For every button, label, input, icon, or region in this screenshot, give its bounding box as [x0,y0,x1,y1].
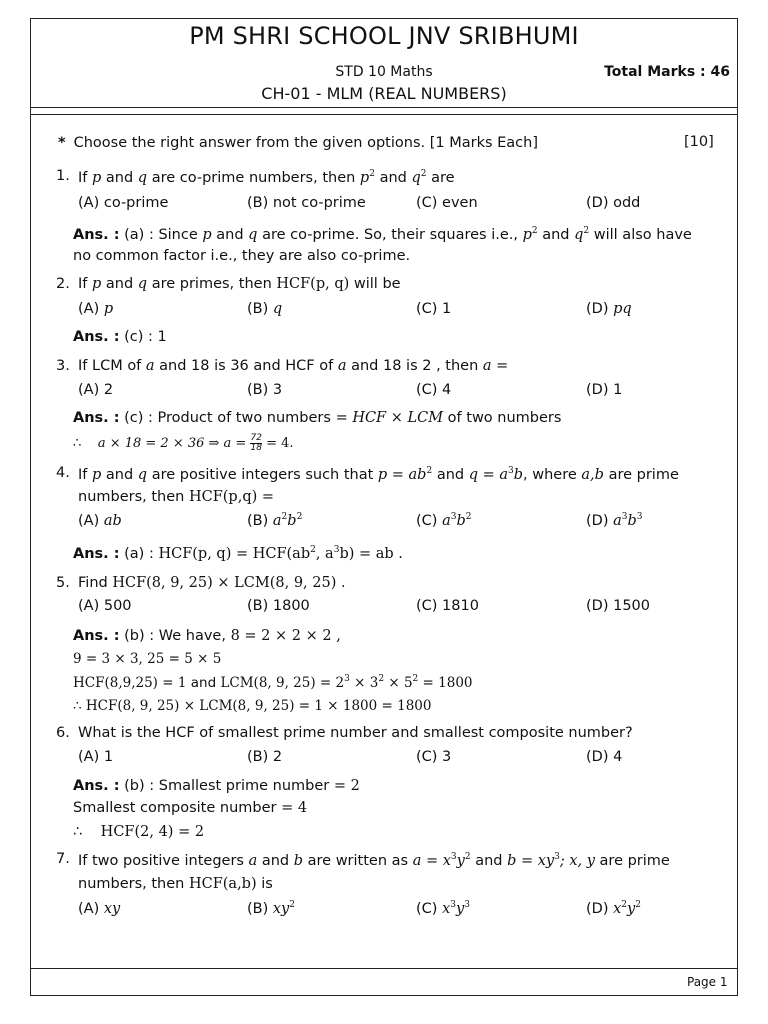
option-b: (B) 3 [247,382,283,398]
option-b: (B) 2 [247,749,283,765]
std-label: STD 10 Maths [335,64,433,80]
option-d: (D) 1500 [586,598,650,614]
option-a: (A) 2 [78,382,114,398]
option-a: (A) ab [78,513,122,529]
chapter-title: CH-01 - MLM (REAL NUMBERS) [261,84,507,103]
option-c: (C) 1810 [416,598,479,614]
answer-5-line-4: ∴ HCF(8, 9, 25) × LCM(8, 9, 25) = 1 × 1800 = 1800 [73,698,432,714]
option-d: (D) 4 [586,749,623,765]
question-7-line-1: If two positive integers a and b are written as $a = x^3y^2$ and $b = xy^3$; x, y are prime [78,852,670,869]
option-d: (D) odd [586,195,641,211]
header-divider-top [30,114,738,115]
answer-1-line-1: Ans. : (a) : Since p and q are co-prime. So, their squares i.e., $p^2$ and $q^2$ will also have [73,226,692,243]
question-number: 7. [56,851,70,867]
option-d: (D) $x^2y^2$ [586,900,641,917]
option-d: (D) $a^3b^3$ [586,512,643,529]
question-number: 5. [56,575,70,591]
option-a: (A) 1 [78,749,114,765]
page-border [30,18,738,996]
page-number: Page 1 [687,975,728,989]
answer-6-line-1: Ans. : (b) : Smallest prime number = 2 [73,778,360,794]
option-d: (D) 1 [586,382,623,398]
question-4-line-1: If p and q are positive integers such that $p = ab^2$ and $q = a^3b$, where a,b are prime [78,466,679,483]
question-number: 1. [56,168,70,184]
answer-4: Ans. : (a) : HCF(p, $q) = HCF(ab^2$, $a^3b$) = ab . [73,545,403,562]
question-2-text: If p and q are primes, then HCF(p, q) will be [78,276,401,292]
option-c: (C) $x^3y^3$ [416,900,470,917]
instruction-star: * [58,135,66,151]
question-number: 6. [56,725,70,741]
fraction: $\frac{72}{18}$ [250,433,262,453]
option-d: (D) pq [586,301,632,317]
option-c: (C) even [416,195,478,211]
question-6-text: What is the HCF of smallest prime number and smallest composite number? [78,725,633,741]
option-b: (B) $a^2b^2$ [247,512,303,529]
header-divider-bottom [30,107,738,108]
section-instruction [58,135,538,151]
question-1-text: If p and q are co-prime numbers, then $p^2$ and $q^2$ are [78,169,455,186]
option-a: (A) 500 [78,598,132,614]
option-b: (B) 1800 [247,598,310,614]
answer-5-line-2: 9 = 3 × 3, 25 = 5 × 5 [73,651,222,667]
option-c: (C) 4 [416,382,452,398]
answer-6-line-3: ∴ HCF(2, 4) = 2 [73,824,205,840]
instruction-text: Choose the right answer from the given options. [1 Marks Each] [73,135,538,151]
option-c: (C) 3 [416,749,452,765]
option-a: (A) xy [78,901,121,917]
question-3-text: If LCM of a and 18 is 36 and HCF of a and 18 is 2 , then a = [78,358,509,374]
school-title: PM SHRI SCHOOL JNV SRIBHUMI [189,22,579,50]
question-number: 2. [56,276,70,292]
question-number: 4. [56,465,70,481]
answer-1-line-2: no common factor i.e., they are also co-prime. [73,248,411,264]
answer-3-line-2: ∴ a × 18 = 2 × 36 ⇒ a = $\frac{72}{18}$ = 4. [73,433,294,453]
option-c: (C) 1 [416,301,452,317]
question-5-text: Find HCF(8, 9, 25) × LCM(8, 9, 25) . [78,575,346,591]
question-4-line-2: numbers, then HCF(p,q) = [78,489,275,505]
total-marks: Total Marks : 46 [604,64,730,80]
answer-6-line-2: Smallest composite number = 4 [73,800,308,816]
option-c: (C) $a^3b^2$ [416,512,472,529]
option-b: (B) q [247,301,283,317]
option-b: (B) $xy^2$ [247,900,295,917]
answer-3-line-1: Ans. : (c) : Product of two numbers = HCF × LCM of two numbers [73,410,562,426]
section-marks: [10] [684,134,714,150]
answer-5-line-3: HCF(8,9,25) = 1 and LCM(8, 9, $25) = 2^3 \times 3^2 \times 5^2 = 1800$ [73,674,473,691]
footer-divider [30,968,738,969]
option-a: (A) p [78,301,114,317]
question-number: 3. [56,358,70,374]
answer-5-line-1: Ans. : (b) : We have, 8 = 2 × 2 × 2 , [73,628,341,644]
question-7-line-2: numbers, then HCF(a,b) is [78,876,273,892]
option-a: (A) co-prime [78,195,169,211]
option-b: (B) not co-prime [247,195,366,211]
answer-2: Ans. : (c) : 1 [73,329,167,345]
